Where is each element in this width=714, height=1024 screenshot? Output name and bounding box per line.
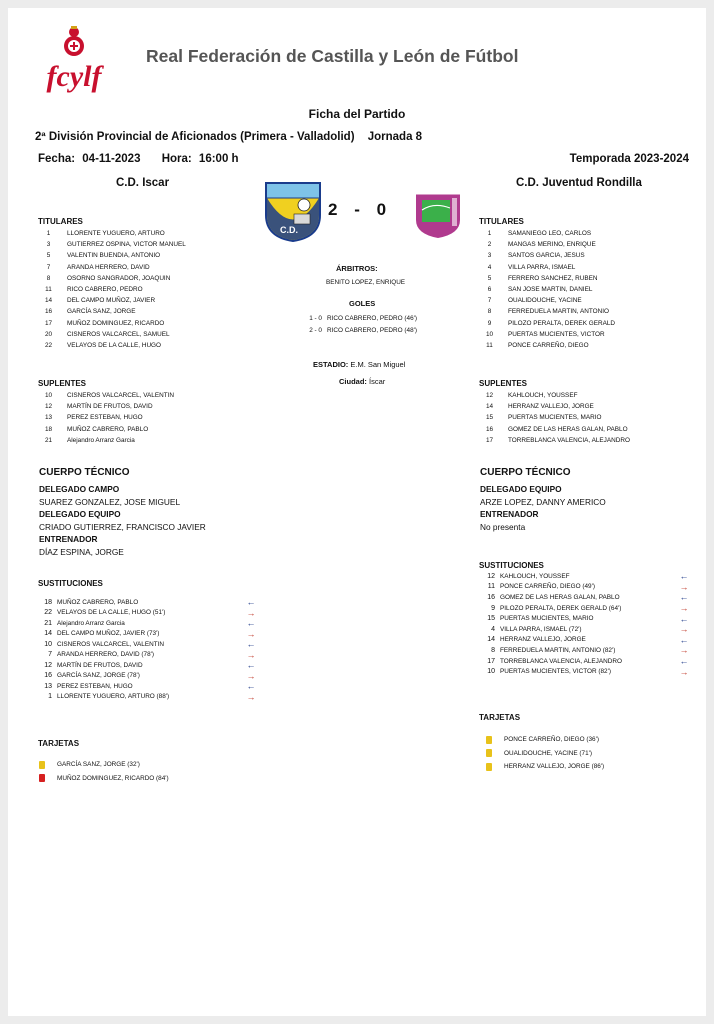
estadio-line (313, 360, 405, 369)
player-name: PUERTAS MUCIENTES, MARIO (508, 414, 602, 422)
player-number: 3 (46, 241, 51, 249)
substitution-row (480, 645, 690, 656)
arrow-left-icon: ← (246, 660, 256, 671)
player-name: PEREZ ESTEBAN, HUGO (67, 414, 143, 422)
player-name: SAMANIEGO LEO, CARLOS (508, 230, 592, 237)
away-suplentes-list (482, 390, 630, 446)
division-name: 2ª División Provincial de Aficionados (Primera - Valladolid) (35, 131, 355, 143)
player-row (41, 412, 174, 423)
away-team-crest (414, 184, 462, 240)
arrow-left-icon: ← (246, 597, 256, 608)
player-row (41, 250, 186, 261)
arrow-right-icon: → (679, 624, 689, 635)
player-name: RICO CABRERO, PEDRO (67, 285, 143, 293)
sub-number: 16 (487, 593, 495, 601)
player-number: 7 (46, 263, 51, 271)
away-tarjetas-heading: TARJETAS (479, 713, 521, 722)
home-suplentes-list (41, 390, 174, 446)
sub-number: 18 (44, 598, 52, 606)
arrow-left-icon: ← (679, 613, 689, 624)
arrow-right-icon: → (246, 628, 256, 639)
sub-number: 4 (491, 625, 495, 633)
sub-number: 21 (44, 619, 52, 627)
away-titulares-list (482, 228, 615, 351)
sub-number: 15 (487, 615, 495, 623)
estadio-value: E.M. San Miguel (350, 360, 406, 369)
player-number: 8 (46, 274, 51, 282)
goal-scorer: RICO CABRERO, PEDRO (46') (327, 315, 417, 322)
player-row (482, 412, 630, 423)
player-name: MANGAS MERINO, ENRIQUE (508, 241, 596, 249)
home-suplentes-heading: SUPLENTES (38, 379, 87, 388)
staff-role: DELEGADO EQUIPO (39, 509, 121, 520)
sub-number: 14 (487, 636, 495, 644)
home-cuerpo-tecnico-heading: CUERPO TÉCNICO (39, 467, 130, 478)
arrow-right-icon: → (246, 691, 256, 702)
player-row (482, 284, 615, 295)
player-name: OUALIDOUCHE, YACINE (508, 297, 582, 305)
player-number: 1 (487, 230, 492, 237)
player-row (41, 390, 174, 401)
sub-number: 10 (44, 640, 52, 648)
federation-logo (32, 24, 116, 104)
player-row (41, 401, 174, 412)
yellow-card-icon (39, 761, 45, 769)
player-number: 16 (485, 425, 494, 433)
player-name: PONCE CARREÑO, DIEGO (508, 341, 589, 349)
player-number: 15 (485, 414, 494, 422)
sub-player: VELAYOS DE LA CALLE, HUGO (51') (57, 609, 166, 617)
score-away: 0 (376, 200, 389, 219)
staff-name: No presenta (480, 521, 526, 532)
away-cuerpo-tecnico-heading: CUERPO TÉCNICO (480, 467, 571, 478)
sub-player: PILOZO PERALTA, DEREK GERALD (64') (500, 604, 622, 612)
player-row (482, 390, 630, 401)
player-row (41, 424, 174, 435)
player-number: 17 (485, 436, 494, 444)
player-number: 8 (487, 308, 492, 316)
player-number: 20 (44, 330, 53, 338)
player-number: 11 (486, 341, 493, 349)
away-titulares-heading: TITULARES (479, 217, 524, 226)
sub-number: 8 (491, 646, 495, 654)
player-number: 1 (46, 230, 51, 237)
player-number: 12 (485, 392, 494, 399)
arrow-left-icon: ← (679, 571, 689, 582)
player-row (482, 424, 630, 435)
player-row (41, 284, 186, 295)
player-number: 13 (44, 414, 53, 422)
fecha-value: 04-11-2023 (82, 153, 141, 165)
arrow-right-icon: → (679, 645, 689, 656)
player-number: 17 (44, 319, 53, 327)
substitution-row (480, 592, 690, 603)
player-row (482, 306, 615, 317)
card-row (486, 747, 604, 761)
sub-player: KAHLOUCH, YOUSSEF (500, 572, 570, 580)
yellow-card-icon (486, 736, 492, 744)
score-home: 2 (328, 200, 340, 219)
card-player: MUÑOZ DOMINGUEZ, RICARDO (84') (57, 774, 169, 782)
substitution-row (37, 660, 257, 671)
sub-number: 1 (48, 693, 52, 701)
arrow-right-icon: → (679, 581, 689, 592)
goal-score: 2 - 0 (309, 327, 322, 334)
sub-number: 10 (487, 668, 495, 676)
card-row (39, 772, 169, 786)
substitution-row (37, 650, 257, 661)
sub-player: PEREZ ESTEBAN, HUGO (57, 682, 133, 690)
goal-row (300, 327, 417, 339)
jornada: Jornada 8 (367, 131, 423, 143)
yellow-card-icon (486, 749, 492, 757)
substitution-row (37, 618, 257, 629)
substitution-row (37, 671, 257, 682)
player-name: MARTÍN DE FRUTOS, DAVID (67, 403, 153, 411)
arrow-right-icon: → (246, 670, 256, 681)
sub-player: GARCÍA SANZ, JORGE (78') (57, 672, 140, 680)
player-row (41, 306, 186, 317)
player-row (482, 295, 615, 306)
sub-player: PUERTAS MUCIENTES, MARIO (500, 615, 594, 623)
red-card-icon (39, 774, 45, 782)
player-name: GARCÍA SANZ, JORGE (67, 308, 136, 316)
sub-player: Alejandro Arranz Garcia (57, 619, 125, 627)
away-tarjetas-list (486, 733, 604, 774)
player-name: OSORNO SANGRADOR, JOAQUIN (67, 274, 171, 282)
sub-player: LLORENTE YUGUERO, ARTURO (88') (57, 693, 170, 701)
sub-player: DEL CAMPO MUÑOZ, JAVIER (73') (57, 630, 160, 638)
staff-role: DELEGADO EQUIPO (480, 484, 562, 494)
home-staff-list (39, 483, 206, 559)
player-name: GUTIERREZ OSPINA, VICTOR MANUEL (67, 241, 186, 249)
sub-number: 9 (491, 604, 495, 612)
player-name: KAHLOUCH, YOUSSEF (508, 392, 578, 399)
substitution-row (480, 666, 690, 677)
staff-name: CRIADO GUTIERREZ, FRANCISCO JAVIER (39, 521, 206, 532)
arrow-left-icon: ← (679, 592, 689, 603)
sub-number: 16 (44, 672, 52, 680)
ciudad-value: Íscar (369, 377, 386, 386)
player-name: DEL CAMPO MUÑOZ, JAVIER (67, 297, 156, 305)
player-row (482, 273, 615, 284)
arrow-left-icon: ← (246, 681, 256, 692)
staff-role: ENTRENADOR (39, 534, 98, 545)
logo-text: fcylf (46, 60, 102, 93)
substitution-row (480, 656, 690, 667)
goals-list (300, 315, 417, 339)
player-row (41, 239, 186, 250)
player-name: TORREBLANCA VALENCIA, ALEJANDRO (508, 436, 630, 444)
player-name: MUÑOZ CABRERO, PABLO (67, 425, 149, 433)
player-number: 11 (45, 285, 52, 293)
substitution-row (37, 597, 257, 608)
hora-label: Hora: (161, 153, 192, 165)
player-number: 9 (487, 319, 492, 327)
sub-player: MUÑOZ CABRERO, PABLO (57, 598, 139, 606)
player-name: FERRERO SANCHEZ, RUBEN (508, 274, 598, 282)
player-name: ARANDA HERRERO, DAVID (67, 263, 150, 271)
sub-number: 17 (487, 657, 495, 665)
player-number: 2 (487, 241, 492, 249)
player-row (41, 262, 186, 273)
sub-number: 13 (44, 682, 52, 690)
player-number: 7 (487, 297, 492, 305)
card-row (486, 760, 604, 774)
away-staff-list (480, 483, 606, 533)
goles-label: GOLES (349, 299, 376, 308)
home-team-name: C.D. Iscar (116, 177, 170, 189)
home-tarjetas-list (39, 758, 169, 785)
home-team-crest (264, 181, 322, 243)
substitution-row (480, 635, 690, 646)
card-player: GARCÍA SANZ, JORGE (32') (57, 761, 140, 768)
player-name: CISNEROS VALCARCEL, SAMUEL (67, 330, 170, 338)
ciudad-label: Ciudad: (339, 377, 367, 386)
card-player: HERRANZ VALLEJO, JORGE (86') (504, 763, 605, 770)
substitution-row (37, 692, 257, 703)
player-name: LLORENTE YUGUERO, ARTURO (67, 230, 165, 237)
sub-player: VILLA PARRA, ISMAEL (72') (500, 625, 582, 633)
staff-name: SUAREZ GONZALEZ, JOSE MIGUEL (39, 496, 181, 507)
fecha-label: Fecha: (38, 153, 76, 165)
player-number: 22 (44, 341, 53, 349)
staff-name: DÍAZ ESPINA, JORGE (39, 546, 124, 557)
sub-number: 7 (48, 651, 52, 659)
player-number: 12 (44, 403, 53, 411)
player-number: 18 (44, 425, 53, 433)
player-row (482, 262, 615, 273)
home-tarjetas-heading: TARJETAS (38, 739, 80, 748)
arrow-left-icon: ← (679, 656, 689, 667)
player-number: 14 (485, 403, 494, 411)
player-number: 3 (487, 252, 492, 260)
match-sheet-page (8, 8, 706, 1016)
sub-number: 14 (44, 630, 52, 638)
yellow-card-icon (486, 763, 492, 771)
goal-scorer: RICO CABRERO, PEDRO (48') (327, 327, 417, 334)
player-number: 6 (487, 285, 492, 293)
player-name: PILOZO PERALTA, DEREK GERALD (508, 319, 616, 327)
arrow-right-icon: → (246, 649, 256, 660)
score-separator: - (354, 200, 362, 219)
player-row (482, 329, 615, 340)
player-name: HERRANZ VALLEJO, JORGE (508, 403, 594, 411)
sub-player: TORREBLANCA VALENCIA, ALEJANDRO (500, 657, 622, 665)
substitution-row (480, 613, 690, 624)
crest-text: C.D. (280, 225, 298, 235)
staff-role: ENTRENADOR (480, 509, 539, 520)
player-row (482, 318, 615, 329)
away-suplentes-heading: SUPLENTES (479, 379, 528, 388)
player-name: SANTOS GARCIA, JESUS (508, 252, 585, 260)
player-name: PUERTAS MUCIENTES, VICTOR (508, 330, 605, 338)
player-name: GOMEZ DE LAS HERAS GALAN, PABLO (508, 425, 628, 433)
substitution-row (37, 639, 257, 650)
player-number: 16 (44, 308, 53, 316)
sub-number: 22 (44, 609, 52, 617)
card-row (486, 733, 604, 747)
substitution-row (480, 571, 690, 582)
player-number: 5 (46, 252, 51, 260)
player-number: 10 (485, 330, 494, 338)
player-number: 21 (44, 436, 53, 444)
arrow-left-icon: ← (246, 639, 256, 650)
player-name: VALENTIN BUENDIA, ANTONIO (67, 252, 161, 260)
arrow-right-icon: → (679, 603, 689, 614)
home-sustituciones-heading: SUSTITUCIONES (38, 579, 103, 588)
sub-player: GOMEZ DE LAS HERAS GALAN, PABLO (500, 593, 620, 601)
player-name: FERREDUELA MARTIN, ANTONIO (508, 308, 609, 316)
player-row (482, 250, 615, 261)
card-row (39, 758, 169, 772)
home-titulares-heading: TITULARES (38, 217, 83, 226)
player-number: 4 (487, 263, 492, 271)
sub-number: 11 (487, 583, 495, 591)
home-titulares-list (41, 228, 186, 351)
away-sustituciones-heading: SUSTITUCIONES (479, 561, 544, 570)
player-row (41, 318, 186, 329)
sub-player: HERRANZ VALLEJO, JORGE (500, 636, 586, 644)
goal-row (300, 315, 417, 327)
player-name: VILLA PARRA, ISMAEL (508, 263, 576, 271)
player-row (482, 239, 615, 250)
federation-title: Real Federación de Castilla y León de Fútbol (146, 46, 519, 66)
sheet-title: Ficha del Partido (308, 107, 406, 121)
player-row (41, 329, 186, 340)
sub-player: MARTÍN DE FRUTOS, DAVID (57, 661, 143, 669)
ciudad-line (339, 377, 385, 386)
sub-player: FERREDUELA MARTIN, ANTONIO (82') (500, 646, 616, 654)
player-row (41, 273, 186, 284)
substitution-row (37, 629, 257, 640)
sub-number: 12 (44, 661, 52, 669)
player-number: 10 (44, 392, 53, 399)
player-row (482, 435, 630, 446)
estadio-label: ESTADIO: (313, 360, 349, 369)
hora-value: 16:00 h (198, 153, 239, 165)
player-row (482, 340, 615, 351)
sub-player: CISNEROS VALCARCEL, VALENTIN (57, 640, 165, 648)
card-player: PONCE CARREÑO, DIEGO (36') (504, 736, 599, 743)
substitution-row (37, 608, 257, 619)
temporada: Temporada 2023-2024 (569, 153, 689, 165)
division-line (35, 131, 422, 143)
player-row (41, 340, 186, 351)
arrow-right-icon: → (679, 666, 689, 677)
player-row (41, 295, 186, 306)
player-row (41, 228, 186, 239)
player-row (482, 401, 630, 412)
substitution-row (37, 681, 257, 692)
arbitro-name: BENITO LOPEZ, ENRIQUE (326, 279, 406, 286)
final-score (328, 200, 388, 220)
arrow-left-icon: ← (246, 618, 256, 629)
substitution-row (480, 624, 690, 635)
sub-player: PUERTAS MUCIENTES, VICTOR (82') (500, 668, 611, 676)
player-row (482, 228, 615, 239)
arbitros-label: ÁRBITROS: (336, 264, 378, 273)
player-name: CISNEROS VALCARCEL, VALENTIN (67, 392, 175, 399)
card-player: OUALIDOUCHE, YACINE (71') (504, 749, 592, 757)
sub-player: PONCE CARREÑO, DIEGO (49') (500, 583, 595, 591)
player-name: SAN JOSE MARTIN, DANIEL (508, 285, 593, 293)
goal-score: 1 - 0 (309, 315, 322, 322)
sub-number: 12 (487, 572, 495, 580)
arrow-left-icon: ← (679, 634, 689, 645)
arrow-right-icon: → (246, 607, 256, 618)
player-name: MUÑOZ DOMINGUEZ, RICARDO (67, 319, 165, 327)
substitution-row (480, 582, 690, 593)
player-number: 14 (44, 297, 53, 305)
staff-role: DELEGADO CAMPO (39, 484, 120, 494)
sub-player: ARANDA HERRERO, DAVID (78') (57, 651, 154, 659)
player-name: Alejandro Arranz Garcia (67, 436, 135, 444)
away-sustituciones-list (480, 571, 690, 677)
away-team-name: C.D. Juventud Rondilla (516, 177, 642, 189)
home-sustituciones-list (37, 597, 257, 702)
player-name: VELAYOS DE LA CALLE, HUGO (67, 341, 162, 349)
date-time-row (38, 153, 243, 165)
staff-name: ARZE LOPEZ, DANNY AMERICO (480, 496, 606, 507)
player-number: 5 (487, 274, 492, 282)
player-row (41, 435, 174, 446)
substitution-row (480, 603, 690, 614)
